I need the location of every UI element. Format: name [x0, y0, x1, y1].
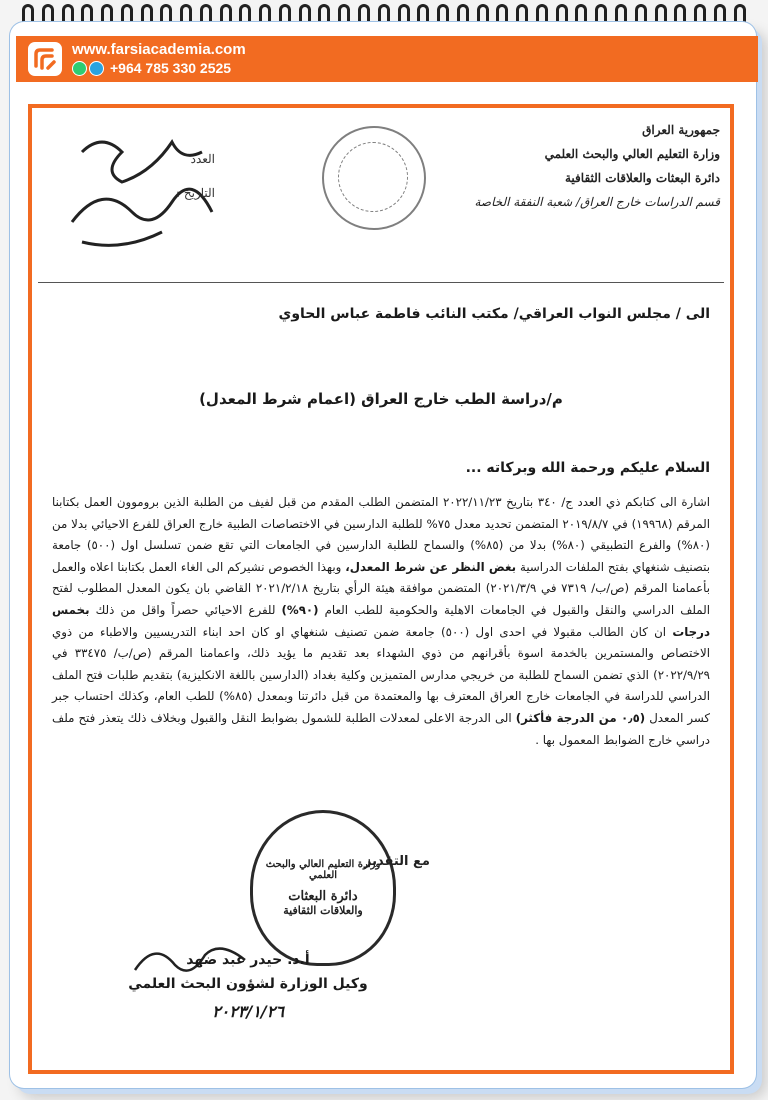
body-bold-part: (٠٫٥ من الدرجة فأكثر): [515, 710, 646, 725]
signature-date: ٢٠٢٣/١/٢٦: [212, 1002, 284, 1021]
stamp-bottom-text: والعلاقات الثقافية: [283, 904, 363, 917]
body-text-part: اشارة الى كتابكم ذي العدد ج/ ٣٤٠ بتاريخ ٢٠٢٢/١١/٢٣ المتضمن الطلب المقدم من قبل لفيف من الطلبة الذين بروموون العمل بكتابنا المرقم (١٩٩٦٨) في ٢٠١٩/٨/٧ المتضمن تحديد معدل ٧٥% للطلبة الدارسين في الاختصاصات الطبية خارج العراق للفرع الاحيائي بدلا من (٨٠%) والفرع التطبيقي (٨٠%) بدلا من (٨٥%) والسماح للطلبة الدارسين في الجامعات التي تقع ضمن تسلسل اول (٥٠٠) جامعة بتصنيف شنغهاي بفتح الملفات الدراسية: [52, 495, 711, 574]
body-bold-part: بغض النظر عن شرط المعدل،: [345, 559, 517, 574]
date-label: التاريخ :: [176, 186, 216, 200]
signatory-title: وكيل الوزارة لشؤون البحث العلمي: [128, 976, 368, 992]
official-letter: [32, 108, 730, 1070]
signatory-name: أ.د. حيدر عبد ضهد: [186, 952, 310, 968]
number-label: العدد: [190, 152, 216, 166]
letterhead-line: قسم الدراسات خارج العراق/ شعبة النفقة الخاصة: [474, 195, 720, 209]
letterhead-line: جمهورية العراق: [642, 123, 720, 137]
letterhead: [430, 118, 720, 214]
stamp-top-text: وزارة التعليم العالي والبحث العلمي: [265, 859, 381, 881]
letter-body: [52, 492, 710, 751]
body-text-part: للفرع الاحيائي حصراً واقل من ذلك: [95, 602, 276, 617]
greeting: السلام عليكم ورحمة الله وبركاته ...: [465, 460, 710, 476]
document-frame: [28, 104, 734, 1074]
body-bold-part: (٩٠%): [281, 602, 319, 617]
telegram-icon[interactable]: [89, 61, 104, 76]
header-divider: [38, 282, 724, 283]
website-link[interactable]: www.farsiacademia.com: [72, 41, 246, 58]
reference-labels: [176, 152, 215, 220]
phone-number[interactable]: +964 785 330 2525: [110, 60, 232, 76]
regards: مع التقدير: [364, 854, 430, 869]
body-bold-part: بخمس درجات: [52, 602, 711, 639]
signature-block: [98, 952, 398, 1021]
body-text-part: وبهذا الخصوص نشيركم الى الغاء العمل بكتابنا اعلاه والعمل بأعمامنا المرقم (ص/ب/ ٧٣١٩ في ٢٠٢١/٣/٩) المتضمن موافقة هيئة الرأي بتاريخ ٢٠٢١/٢/١٨ القاضي بان يكون المعدل المطلوب لفتح الملف الدراسي والنقل والقبول في الجامعات الاهلية والحكومية للطب العام: [52, 559, 711, 617]
farsi-academia-logo-icon: [28, 42, 62, 76]
addressee: الى / مجلس النواب العراقي/ مكتب النائب فاطمة عباس الحاوي: [278, 306, 710, 322]
ministry-emblem-icon: [322, 126, 426, 230]
body-text-part: ان كان الطالب مقبولا في احدى اول (٥٠٠) جامعة ضمن تصنيف شنغهاي او كان احد ابناء التدريسيين والاطباء من ذوي الاختصاص والمستمرين بالخدمة اسوة بأقرانهم من ذوي الشهداء بعد تقديم ما يؤيد ذلك، واعمامنا المرقم (ص/ب/ ٣٣٤٧٥ في ٢٠٢٢/٩/٢٩) الذي تضمن السماح للطلبة من خريجي مدارس المتميزين وكلية بغداد (الدارسين باللغة الانكليزية) بتقديم طلبات فتح الملف الدراسي للدراسة في الجامعات خارج العراق المعترف بها والمعتمدة من قبل دائرتنا وبمعدل (٨٥%) للطب العام، وكذلك احتساب جبر كسر المعدل: [52, 624, 711, 725]
stamp-middle-text: دائرة البعثات: [288, 889, 358, 904]
body-text-part: الى الدرجة الاعلى لمعدلات الطلبة للشمول بضوابط النقل والقبول وبخلاف ذلك يتعذر فتح ملف دراسي خارج الضوابط المعمول بها .: [52, 710, 710, 747]
official-stamp: [250, 810, 396, 966]
letterhead-line: دائرة البعثات والعلاقات الثقافية: [565, 171, 720, 185]
letterhead-line: وزارة التعليم العالي والبحث العلمي: [544, 147, 720, 161]
handwritten-reference-icon: [52, 122, 282, 262]
brand-banner: [16, 36, 758, 82]
subject-line: م/دراسة الطب خارج العراق (اعمام شرط المعدل): [199, 390, 563, 408]
whatsapp-icon[interactable]: [72, 61, 87, 76]
